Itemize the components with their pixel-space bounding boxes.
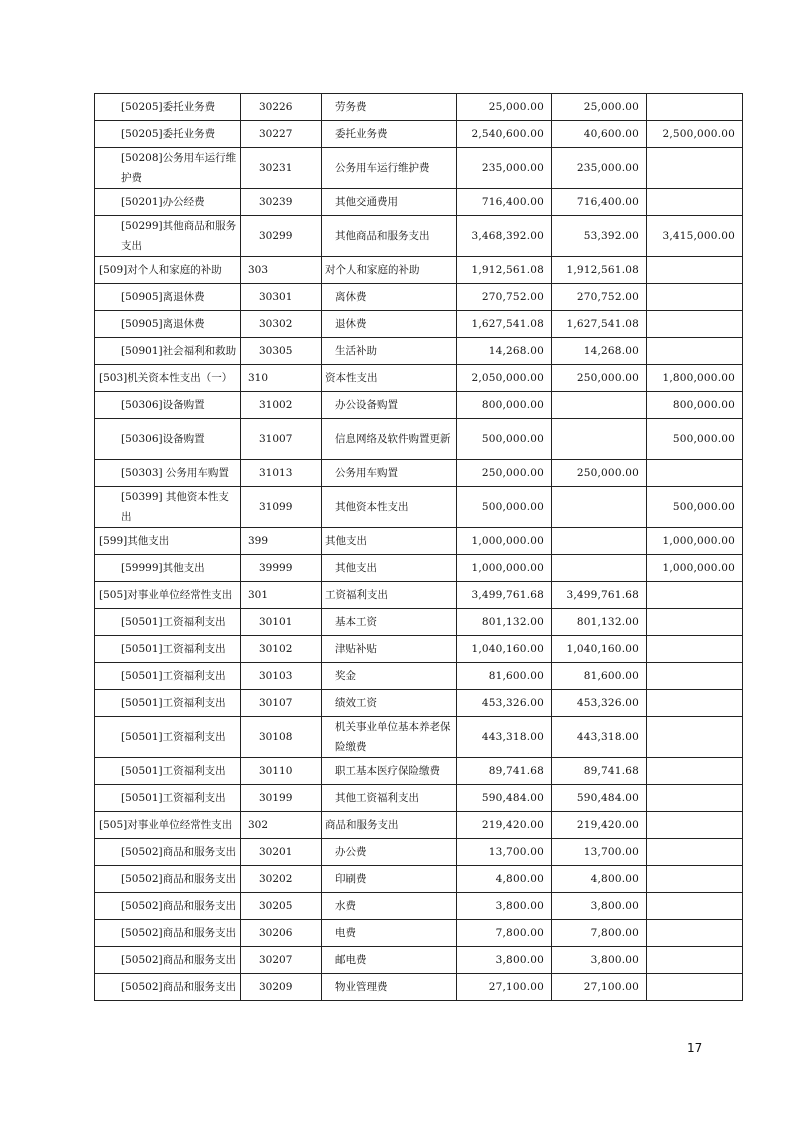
project-expenditure-cell [647,338,743,365]
item-name-cell: 邮电费 [322,947,457,974]
item-name-cell: 其他商品和服务支出 [322,216,457,257]
item-name-cell: 物业管理费 [322,974,457,1001]
basic-expenditure-cell [552,528,647,555]
total-amount-cell: 443,318.00 [457,717,552,758]
table-row [95,311,743,338]
basic-expenditure-cell: 3,800.00 [552,893,647,920]
basic-expenditure-cell: 270,752.00 [552,284,647,311]
item-name-cell: 生活补助 [322,338,457,365]
table-row [95,460,743,487]
econ-code-cell: 30305 [241,338,322,365]
econ-code-cell: 30101 [241,609,322,636]
table-row [95,947,743,974]
table-row [95,974,743,1001]
category-cell: [50501]工资福利支出 [95,758,241,785]
econ-code-cell: 399 [241,528,322,555]
project-expenditure-cell: 1,000,000.00 [647,528,743,555]
total-amount-cell: 3,499,761.68 [457,582,552,609]
project-expenditure-cell [647,812,743,839]
table-row [95,148,743,189]
table-row [95,257,743,284]
total-amount-cell: 250,000.00 [457,460,552,487]
econ-code-cell: 30205 [241,893,322,920]
category-cell: [50502]商品和服务支出 [95,866,241,893]
item-name-cell: 其他工资福利支出 [322,785,457,812]
basic-expenditure-cell: 14,268.00 [552,338,647,365]
total-amount-cell: 1,000,000.00 [457,555,552,582]
item-name-cell: 办公设备购置 [322,392,457,419]
project-expenditure-cell [647,839,743,866]
category-cell: [50502]商品和服务支出 [95,974,241,1001]
item-name-cell: 职工基本医疗保险缴费 [322,758,457,785]
item-name-cell: 公务用车购置 [322,460,457,487]
table-row [95,365,743,392]
table-row [95,189,743,216]
table-row [95,487,743,528]
project-expenditure-cell [647,785,743,812]
category-cell: [50901]社会福利和救助 [95,338,241,365]
project-expenditure-cell [647,758,743,785]
econ-code-cell: 30201 [241,839,322,866]
table-row [95,758,743,785]
category-cell: [50303] 公务用车购置 [95,460,241,487]
category-cell: [505]对事业单位经常性支出 [95,812,241,839]
category-cell: [509]对个人和家庭的补助 [95,257,241,284]
project-expenditure-cell [647,974,743,1001]
basic-expenditure-cell: 27,100.00 [552,974,647,1001]
item-name-cell: 津贴补贴 [322,636,457,663]
total-amount-cell: 500,000.00 [457,419,552,460]
econ-code-cell: 30103 [241,663,322,690]
project-expenditure-cell: 500,000.00 [647,487,743,528]
total-amount-cell: 3,468,392.00 [457,216,552,257]
econ-code-cell: 30202 [241,866,322,893]
item-name-cell: 其他资本性支出 [322,487,457,528]
basic-expenditure-cell: 25,000.00 [552,94,647,121]
category-cell: [50501]工资福利支出 [95,636,241,663]
table-row [95,690,743,717]
basic-expenditure-cell: 13,700.00 [552,839,647,866]
item-name-cell: 公务用车运行维护费 [322,148,457,189]
category-cell: [50208]公务用车运行维护费 [95,148,241,189]
basic-expenditure-cell: 1,040,160.00 [552,636,647,663]
table-row [95,392,743,419]
econ-code-cell: 30301 [241,284,322,311]
category-cell: [50501]工资福利支出 [95,609,241,636]
total-amount-cell: 27,100.00 [457,974,552,1001]
project-expenditure-cell [647,94,743,121]
item-name-cell: 资本性支出 [322,365,457,392]
basic-expenditure-cell: 250,000.00 [552,365,647,392]
total-amount-cell: 716,400.00 [457,189,552,216]
project-expenditure-cell [647,690,743,717]
econ-code-cell: 30206 [241,920,322,947]
item-name-cell: 电费 [322,920,457,947]
total-amount-cell: 2,050,000.00 [457,365,552,392]
total-amount-cell: 81,600.00 [457,663,552,690]
total-amount-cell: 4,800.00 [457,866,552,893]
item-name-cell: 水费 [322,893,457,920]
total-amount-cell: 14,268.00 [457,338,552,365]
item-name-cell: 劳务费 [322,94,457,121]
category-cell: [50201]办公经费 [95,189,241,216]
project-expenditure-cell [647,947,743,974]
table-row [95,866,743,893]
econ-code-cell: 301 [241,582,322,609]
project-expenditure-cell: 500,000.00 [647,419,743,460]
table-row [95,920,743,947]
table-row [95,636,743,663]
table-row [95,528,743,555]
basic-expenditure-cell: 3,800.00 [552,947,647,974]
basic-expenditure-cell [552,487,647,528]
table-row [95,609,743,636]
item-name-cell: 绩效工资 [322,690,457,717]
table-row [95,338,743,365]
total-amount-cell: 3,800.00 [457,893,552,920]
project-expenditure-cell [647,284,743,311]
basic-expenditure-cell: 443,318.00 [552,717,647,758]
project-expenditure-cell [647,636,743,663]
total-amount-cell: 1,912,561.08 [457,257,552,284]
item-name-cell: 退休费 [322,311,457,338]
item-name-cell: 机关事业单位基本养老保险缴费 [322,717,457,758]
table-row [95,717,743,758]
table-row [95,893,743,920]
project-expenditure-cell [647,717,743,758]
category-cell: [50501]工资福利支出 [95,663,241,690]
econ-code-cell: 30231 [241,148,322,189]
page-number: 17 [687,1041,703,1055]
basic-expenditure-cell: 4,800.00 [552,866,647,893]
total-amount-cell: 800,000.00 [457,392,552,419]
item-name-cell: 工资福利支出 [322,582,457,609]
table-row [95,785,743,812]
econ-code-cell: 31013 [241,460,322,487]
basic-expenditure-cell: 1,627,541.08 [552,311,647,338]
category-cell: [50205]委托业务费 [95,94,241,121]
total-amount-cell: 270,752.00 [457,284,552,311]
category-cell: [50502]商品和服务支出 [95,947,241,974]
econ-code-cell: 31002 [241,392,322,419]
category-cell: [50306]设备购置 [95,419,241,460]
basic-expenditure-cell: 716,400.00 [552,189,647,216]
table-row [95,555,743,582]
basic-expenditure-cell: 801,132.00 [552,609,647,636]
item-name-cell: 对个人和家庭的补助 [322,257,457,284]
category-cell: [50501]工资福利支出 [95,690,241,717]
econ-code-cell: 39999 [241,555,322,582]
total-amount-cell: 13,700.00 [457,839,552,866]
econ-code-cell: 30239 [241,189,322,216]
econ-code-cell: 31099 [241,487,322,528]
econ-code-cell: 302 [241,812,322,839]
category-cell: [50205]委托业务费 [95,121,241,148]
basic-expenditure-cell: 1,912,561.08 [552,257,647,284]
total-amount-cell: 235,000.00 [457,148,552,189]
total-amount-cell: 2,540,600.00 [457,121,552,148]
econ-code-cell: 30299 [241,216,322,257]
table-row [95,216,743,257]
category-cell: [50501]工资福利支出 [95,717,241,758]
total-amount-cell: 25,000.00 [457,94,552,121]
project-expenditure-cell [647,257,743,284]
table-row [95,121,743,148]
econ-code-cell: 30199 [241,785,322,812]
category-cell: [50905]离退休费 [95,284,241,311]
project-expenditure-cell [647,609,743,636]
econ-code-cell: 30107 [241,690,322,717]
category-cell: [50399] 其他资本性支出 [95,487,241,528]
project-expenditure-cell: 3,415,000.00 [647,216,743,257]
total-amount-cell: 500,000.00 [457,487,552,528]
item-name-cell: 办公费 [322,839,457,866]
project-expenditure-cell: 2,500,000.00 [647,121,743,148]
table-row [95,284,743,311]
item-name-cell: 奖金 [322,663,457,690]
basic-expenditure-cell: 3,499,761.68 [552,582,647,609]
basic-expenditure-cell: 250,000.00 [552,460,647,487]
project-expenditure-cell [647,189,743,216]
basic-expenditure-cell: 590,484.00 [552,785,647,812]
total-amount-cell: 89,741.68 [457,758,552,785]
econ-code-cell: 30209 [241,974,322,1001]
item-name-cell: 委托业务费 [322,121,457,148]
basic-expenditure-cell [552,392,647,419]
project-expenditure-cell [647,311,743,338]
item-name-cell: 离休费 [322,284,457,311]
item-name-cell: 其他支出 [322,555,457,582]
econ-code-cell: 303 [241,257,322,284]
table-body [95,94,743,1001]
basic-expenditure-cell: 219,420.00 [552,812,647,839]
econ-code-cell: 30227 [241,121,322,148]
basic-expenditure-cell [552,555,647,582]
total-amount-cell: 453,326.00 [457,690,552,717]
total-amount-cell: 3,800.00 [457,947,552,974]
total-amount-cell: 219,420.00 [457,812,552,839]
project-expenditure-cell [647,582,743,609]
category-cell: [50502]商品和服务支出 [95,893,241,920]
category-cell: [50306]设备购置 [95,392,241,419]
econ-code-cell: 30108 [241,717,322,758]
item-name-cell: 其他交通费用 [322,189,457,216]
total-amount-cell: 590,484.00 [457,785,552,812]
basic-expenditure-cell: 89,741.68 [552,758,647,785]
project-expenditure-cell: 1,000,000.00 [647,555,743,582]
table-row [95,94,743,121]
item-name-cell: 商品和服务支出 [322,812,457,839]
econ-code-cell: 30110 [241,758,322,785]
basic-expenditure-cell: 235,000.00 [552,148,647,189]
project-expenditure-cell: 800,000.00 [647,392,743,419]
project-expenditure-cell [647,663,743,690]
item-name-cell: 其他支出 [322,528,457,555]
table-row [95,663,743,690]
table-row [95,582,743,609]
econ-code-cell: 30302 [241,311,322,338]
basic-expenditure-cell: 40,600.00 [552,121,647,148]
basic-expenditure-cell: 81,600.00 [552,663,647,690]
project-expenditure-cell: 1,800,000.00 [647,365,743,392]
econ-code-cell: 31007 [241,419,322,460]
total-amount-cell: 801,132.00 [457,609,552,636]
project-expenditure-cell [647,148,743,189]
project-expenditure-cell [647,460,743,487]
item-name-cell: 基本工资 [322,609,457,636]
budget-expenditure-table [94,93,743,1001]
table-row [95,839,743,866]
total-amount-cell: 1,040,160.00 [457,636,552,663]
econ-code-cell: 30207 [241,947,322,974]
basic-expenditure-cell: 453,326.00 [552,690,647,717]
category-cell: [50502]商品和服务支出 [95,839,241,866]
category-cell: [503]机关资本性支出（一） [95,365,241,392]
category-cell: [50501]工资福利支出 [95,785,241,812]
basic-expenditure-cell: 53,392.00 [552,216,647,257]
project-expenditure-cell [647,920,743,947]
total-amount-cell: 1,627,541.08 [457,311,552,338]
basic-expenditure-cell [552,419,647,460]
econ-code-cell: 310 [241,365,322,392]
category-cell: [59999]其他支出 [95,555,241,582]
total-amount-cell: 7,800.00 [457,920,552,947]
project-expenditure-cell [647,893,743,920]
table-row [95,812,743,839]
basic-expenditure-cell: 7,800.00 [552,920,647,947]
project-expenditure-cell [647,866,743,893]
category-cell: [50502]商品和服务支出 [95,920,241,947]
category-cell: [505]对事业单位经常性支出 [95,582,241,609]
total-amount-cell: 1,000,000.00 [457,528,552,555]
category-cell: [50905]离退休费 [95,311,241,338]
item-name-cell: 印刷费 [322,866,457,893]
item-name-cell: 信息网络及软件购置更新 [322,419,457,460]
category-cell: [599]其他支出 [95,528,241,555]
econ-code-cell: 30102 [241,636,322,663]
category-cell: [50299]其他商品和服务支出 [95,216,241,257]
econ-code-cell: 30226 [241,94,322,121]
table-row [95,419,743,460]
